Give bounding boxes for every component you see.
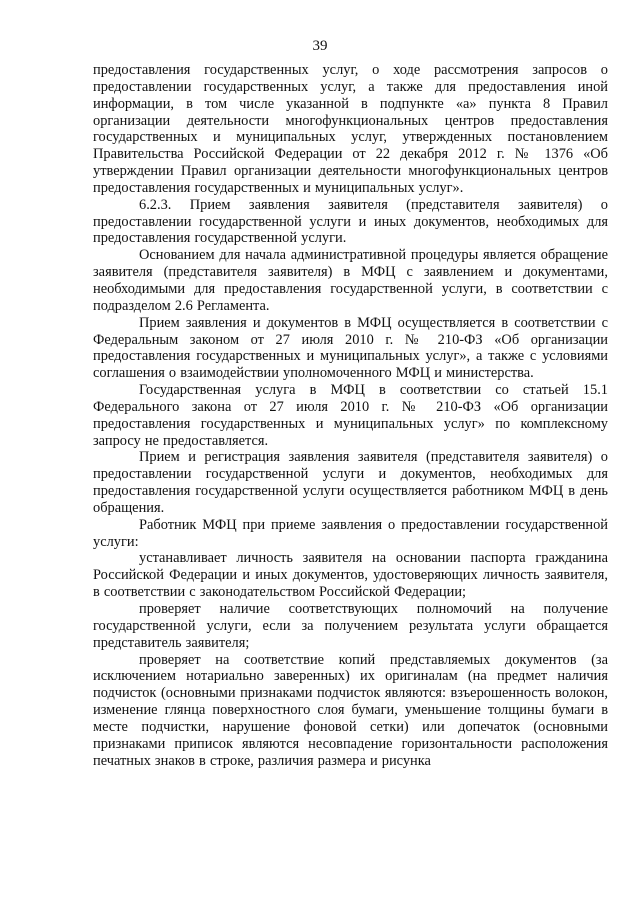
paragraph-3: Основанием для начала административной процедуры является обращение заявителя (представителя заявителя) в МФЦ с заявлением и документами, необходимыми для предоставления государственной услуги, в соответствии с подразделом 2.6 Регламента. — [93, 247, 608, 314]
paragraph-10: проверяет на соответствие копий представляемых документов (за исключением нотариально заверенных) их оригиналам (на предмет наличия подчисток (основными признаками подчисток являются: взъерошенность волокон, изменение глянца поверхностного слоя бумаги, уменьшение толщины бумаги в месте подчистки, нарушение фоновой сетки) или допечаток (основными признаками приписок являются несовпадение горизонтальности расположения печатных знаков в строке, различия размера и рисунка — [93, 651, 608, 769]
paragraph-8: устанавливает личность заявителя на основании паспорта гражданина Российской Федерации и иных документов, удостоверяющих личность заявителя, в соответствии с законодательством Российской Федерации; — [93, 550, 608, 601]
paragraph-7: Работник МФЦ при приеме заявления о предоставлении государственной услуги: — [93, 516, 608, 550]
document-body — [93, 62, 608, 769]
page-number: 39 — [312, 38, 328, 54]
paragraph-9: проверяет наличие соответствующих полномочий на получение государственной услуги, если за получением результата услуги обращается представитель заявителя; — [93, 601, 608, 651]
paragraph-4: Прием заявления и документов в МФЦ осуществляется в соответствии с Федеральным законом от 27 июля 2010 г. № 210-ФЗ «Об организации предоставления государственных и муниципальных услуг», а также с условиями соглашения о взаимодействии уполномоченного МФЦ и министерства. — [93, 314, 608, 382]
paragraph-6: Прием и регистрация заявления заявителя (представителя заявителя) о предоставлении государственной услуги и документов, необходимых для предоставления государственной услуги осуществляется работником МФЦ в день обращения. — [93, 449, 608, 516]
paragraph-5: Государственная услуга в МФЦ в соответствии со статьей 15.1 Федерального закона от 27 июля 2010 г. № 210-ФЗ «Об организации предоставления государственных и муниципальных услуг» по комплексному запросу не предоставляется. — [93, 382, 608, 449]
paragraph-1: предоставления государственных услуг, о ходе рассмотрения запросов о предоставлении государственных услуг, а также для предоставления иной информации, в том числе указанной в подпункте «а» пункта 8 Правил организации деятельности многофункциональных центров предоставления государственных и муниципальных услуг, утвержденных постановлением Правительства Российской Федерации от 22 декабря 2012 г. № 1376 «Об утверждении Правил организации деятельности многофункциональных центров предоставления государственных и муниципальных услуг». — [93, 62, 608, 196]
paragraph-2: 6.2.3. Прием заявления заявителя (представителя заявителя) о предоставлении государственной услуги и иных документов, необходимых для предоставления государственной услуги. — [93, 196, 608, 247]
